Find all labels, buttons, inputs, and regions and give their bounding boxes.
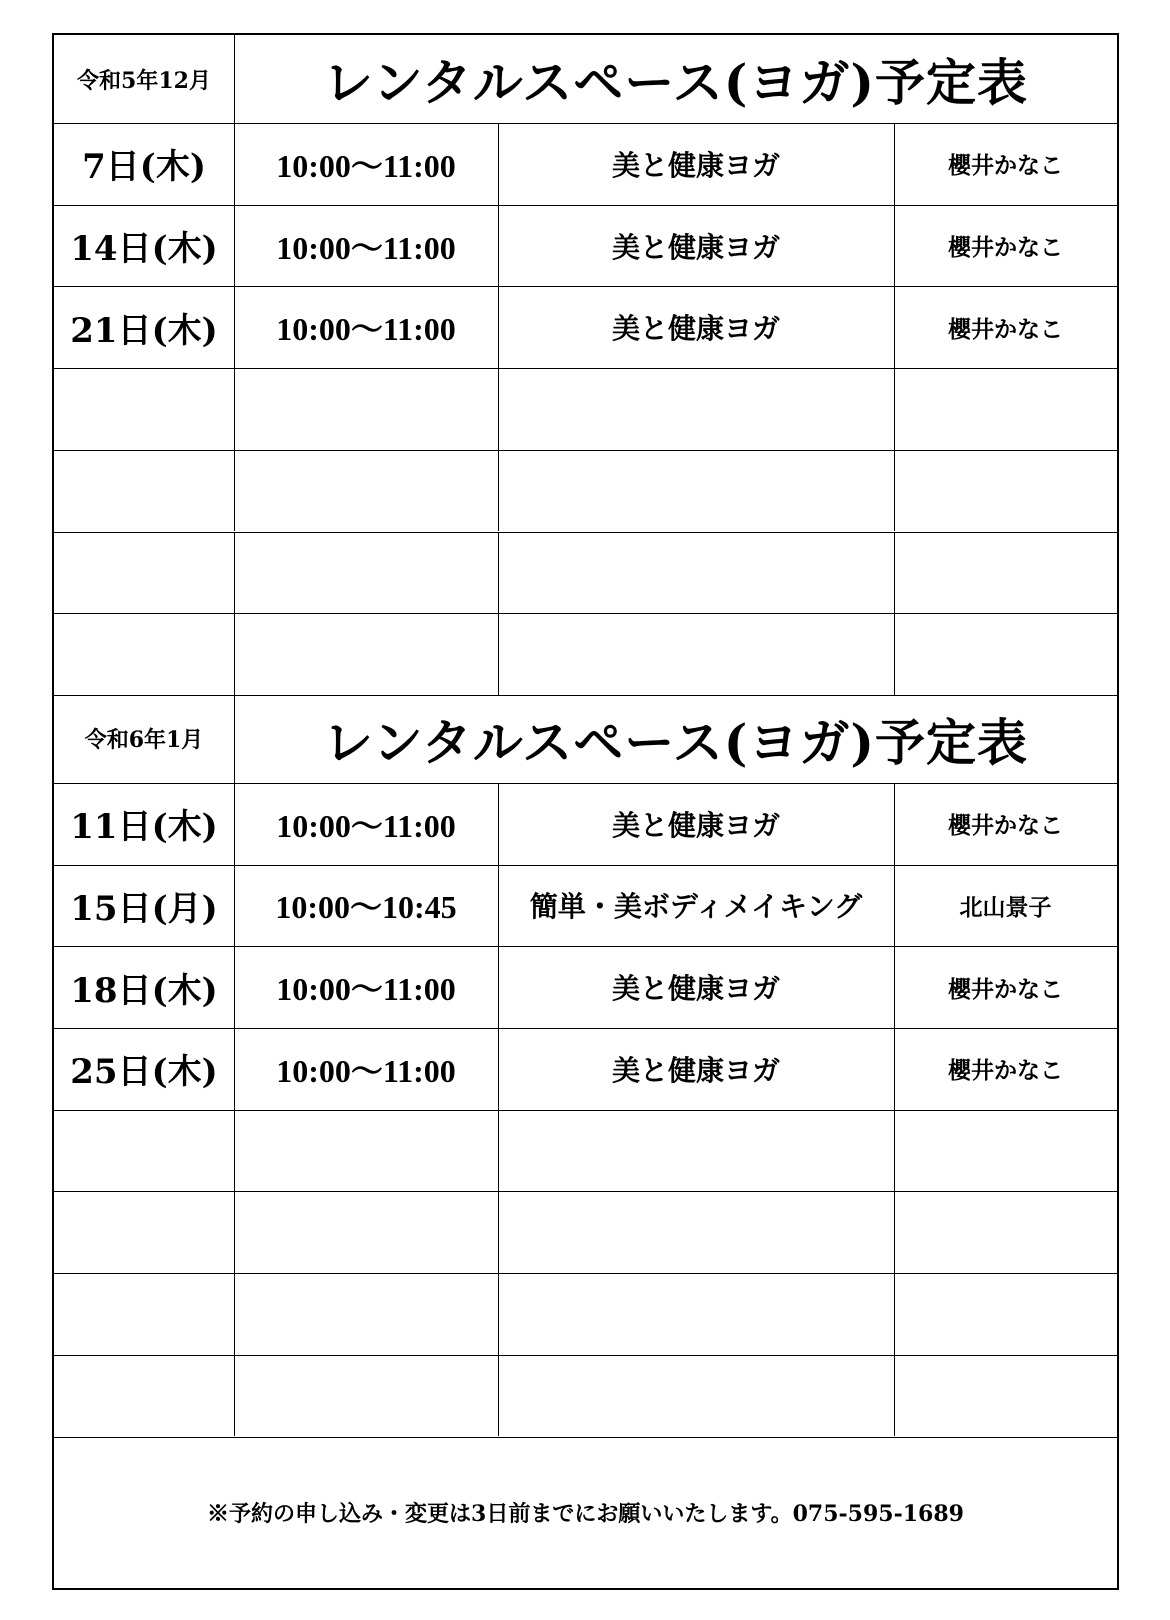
date-cell: [54, 1191, 234, 1273]
class-name-cell: 美と健康ヨガ: [611, 972, 780, 1006]
instructor-cell: [894, 1273, 1117, 1355]
column-rule: [894, 946, 895, 1028]
column-rule: [894, 1028, 895, 1110]
column-rule: [894, 1191, 895, 1273]
column-rule: [234, 1273, 235, 1355]
column-rule: [894, 123, 895, 205]
instructor-cell: 櫻井かなこ: [948, 234, 1063, 262]
period-label: 令和5年12月: [77, 67, 211, 94]
column-rule: [234, 695, 235, 783]
column-rule: [498, 946, 499, 1028]
instructor-cell: [894, 532, 1117, 614]
column-rule: [894, 1110, 895, 1192]
column-rule: [894, 1355, 895, 1437]
schedule-title: レンタルスペース(ヨガ)予定表: [322, 53, 1029, 112]
column-rule: [498, 1273, 499, 1355]
instructor-cell: [894, 1110, 1117, 1192]
date-cell: [54, 532, 234, 614]
date-cell: 25日(木): [70, 1052, 218, 1093]
column-rule: [234, 286, 235, 368]
instructor-cell: [894, 450, 1117, 532]
instructor-cell: 櫻井かなこ: [948, 812, 1063, 840]
date-cell: 15日(月): [70, 888, 218, 929]
column-rule: [498, 1355, 499, 1437]
column-rule: [894, 205, 895, 287]
time-cell: [234, 1355, 498, 1437]
column-rule: [234, 783, 235, 865]
date-cell: 21日(木): [70, 310, 218, 351]
instructor-cell: 櫻井かなこ: [948, 1057, 1063, 1085]
time-cell: [234, 1110, 498, 1192]
column-rule: [894, 450, 895, 532]
class-name-cell: [498, 1110, 894, 1192]
column-rule: [498, 532, 499, 614]
column-rule: [894, 613, 895, 695]
column-rule: [498, 368, 499, 450]
instructor-cell: [894, 1355, 1117, 1437]
instructor-cell: [894, 1191, 1117, 1273]
date-cell: 18日(木): [70, 970, 218, 1011]
class-name-cell: 美と健康ヨガ: [611, 808, 780, 842]
column-rule: [498, 865, 499, 947]
time-cell: 10:00～11:00: [276, 147, 456, 184]
instructor-cell: 北山景子: [959, 893, 1052, 921]
column-rule: [234, 946, 235, 1028]
date-cell: 7日(木): [82, 147, 206, 188]
column-rule: [234, 450, 235, 532]
footer-note: ※予約の申し込み・変更は3日前までにお願いいたします。075-595-1689: [207, 1501, 964, 1527]
time-cell: 10:00～11:00: [276, 311, 456, 348]
column-rule: [234, 613, 235, 695]
column-rule: [498, 613, 499, 695]
date-cell: [54, 1110, 234, 1192]
class-name-cell: 美と健康ヨガ: [611, 312, 780, 346]
date-cell: [54, 1273, 234, 1355]
time-cell: 10:00～11:00: [276, 807, 456, 844]
column-rule: [498, 783, 499, 865]
class-name-cell: 美と健康ヨガ: [611, 148, 780, 182]
column-rule: [234, 1110, 235, 1192]
date-cell: [54, 1355, 234, 1437]
class-name-cell: [498, 1191, 894, 1273]
time-cell: [234, 450, 498, 532]
column-rule: [894, 368, 895, 450]
class-name-cell: [498, 450, 894, 532]
column-rule: [498, 286, 499, 368]
column-rule: [894, 532, 895, 614]
column-rule: [498, 1028, 499, 1110]
time-cell: [234, 613, 498, 695]
column-rule: [234, 532, 235, 614]
column-rule: [234, 865, 235, 947]
column-rule: [498, 1110, 499, 1192]
class-name-cell: [498, 613, 894, 695]
date-cell: [54, 613, 234, 695]
class-name-cell: [498, 368, 894, 450]
column-rule: [234, 205, 235, 287]
class-name-cell: 簡単・美ボディメイキング: [529, 890, 863, 924]
instructor-cell: 櫻井かなこ: [948, 975, 1063, 1003]
column-rule: [234, 123, 235, 205]
instructor-cell: 櫻井かなこ: [948, 315, 1063, 343]
column-rule: [234, 1191, 235, 1273]
instructor-cell: [894, 613, 1117, 695]
column-rule: [498, 205, 499, 287]
date-cell: 11日(木): [70, 807, 218, 848]
class-name-cell: 美と健康ヨガ: [611, 230, 780, 264]
time-cell: [234, 1191, 498, 1273]
schedule-title: レンタルスペース(ヨガ)予定表: [322, 712, 1029, 772]
time-cell: [234, 368, 498, 450]
column-rule: [894, 783, 895, 865]
column-rule: [894, 865, 895, 947]
date-cell: [54, 450, 234, 532]
column-rule: [498, 450, 499, 532]
column-rule: [234, 35, 235, 123]
column-rule: [894, 1273, 895, 1355]
period-label: 令和6年1月: [84, 727, 204, 754]
class-name-cell: 美と健康ヨガ: [611, 1053, 780, 1087]
instructor-cell: [894, 368, 1117, 450]
time-cell: 10:00～10:45: [275, 889, 457, 926]
time-cell: [234, 1273, 498, 1355]
column-rule: [894, 286, 895, 368]
instructor-cell: 櫻井かなこ: [948, 152, 1063, 180]
time-cell: 10:00～11:00: [276, 229, 456, 266]
date-cell: 14日(木): [70, 229, 218, 270]
class-name-cell: [498, 532, 894, 614]
column-rule: [498, 123, 499, 205]
time-cell: 10:00～11:00: [276, 971, 456, 1008]
time-cell: [234, 532, 498, 614]
column-rule: [234, 1028, 235, 1110]
class-name-cell: [498, 1273, 894, 1355]
schedule-sheet: [52, 33, 1119, 1590]
column-rule: [234, 368, 235, 450]
column-rule: [234, 1355, 235, 1437]
class-name-cell: [498, 1355, 894, 1437]
date-cell: [54, 368, 234, 450]
time-cell: 10:00～11:00: [276, 1052, 456, 1089]
column-rule: [498, 1191, 499, 1273]
